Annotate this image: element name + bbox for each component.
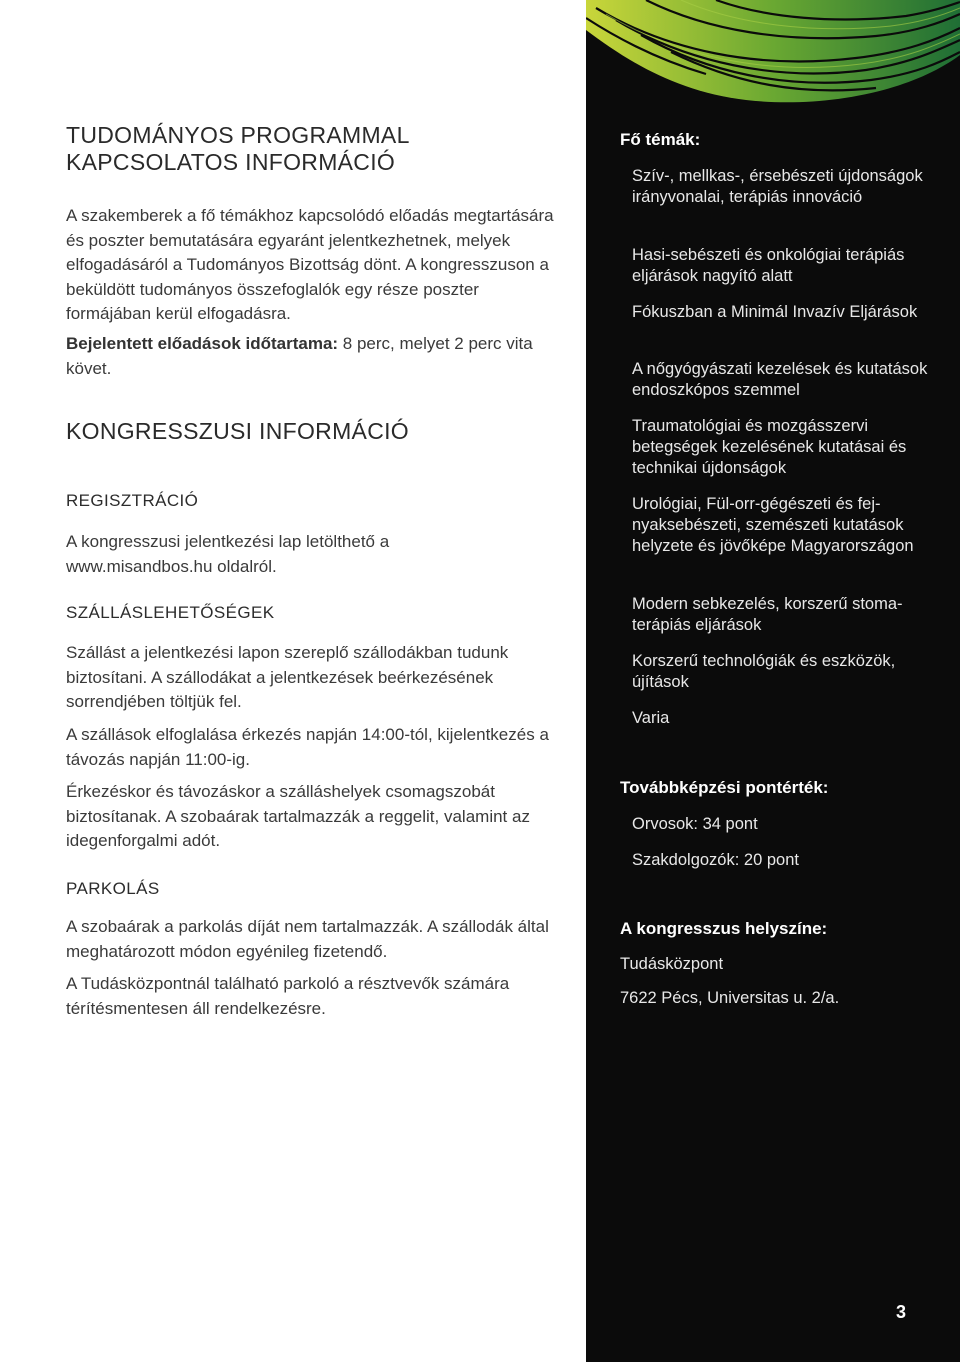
venue-name: Tudásközpont xyxy=(620,955,724,973)
venue-title: A kongresszus helyszíne: xyxy=(620,919,828,938)
right-sidebar xyxy=(586,0,960,1362)
parking-paragraph-1: A szobaárak a parkolás díját nem tartalmazzák. A szállodák által meghatározott módon egyénileg fizetendő. xyxy=(66,917,549,961)
scientific-program-title xyxy=(66,122,410,176)
accommodation-paragraph-2: A szállások elfoglalása érkezés napján 14:00-tól, kijelentkezés a távozás napján 11:00-ig. xyxy=(66,725,549,769)
credit-item: Orvosok: 34 pont xyxy=(632,815,758,833)
duration-label: Bejelentett előadások időtartama: xyxy=(66,334,339,353)
intro-paragraph: A szakemberek a fő témákhoz kapcsolódó előadás megtartására és poszter bemutatására egyaránt jelentkezhetnek, melyek elfogadásáról a Tudományos Bizottság dönt. A kongresszuson a beküldött tudományos összefoglalók egy része poszter formájában kerül elfogadásra. xyxy=(66,206,554,323)
topic-item: Traumatológiai és mozgásszervi betegségek kezelésének kutatásai és technikai újdonságok xyxy=(632,417,907,477)
accommodation-paragraph-1: Szállást a jelentkezési lapon szereplő szállodákban tudunk biztosítani. A szállodákat a jelentkezések beérkezésének sorrendjében töltjük fel. xyxy=(66,643,509,711)
accommodation-title: SZÁLLÁSLEHETŐSÉGEK xyxy=(66,603,275,622)
venue-address: 7622 Pécs, Universitas u. 2/a. xyxy=(620,989,840,1007)
title-line-1: TUDOMÁNYOS PROGRAMMAL xyxy=(66,122,410,148)
duration-paragraph xyxy=(66,332,566,381)
topic-item: Modern sebkezelés, korszerű stoma-terápiás eljárások xyxy=(632,595,903,634)
accommodation-paragraph-3: Érkezéskor és távozáskor a szálláshelyek csomagszobát biztosítanak. A szobaárak tartalmazzák a reggelit, valamint az idegenforgalmi adót. xyxy=(66,782,530,850)
credits-title: Továbbképzési pontérték: xyxy=(620,778,829,797)
topics-title: Fő témák: xyxy=(620,130,701,149)
fingerprint-decoration xyxy=(586,0,960,110)
page-number: 3 xyxy=(896,1302,907,1322)
topic-item: Szív-, mellkas-, érsebészeti újdonságok irányvonalai, terápiás innováció xyxy=(632,167,923,206)
credit-item: Szakdolgozók: 20 pont xyxy=(632,851,799,869)
duration-text: 8 perc, melyet 2 perc vita követ. xyxy=(66,334,533,378)
topic-item: Varia xyxy=(632,709,670,727)
topic-item: Urológiai, Fül-orr-gégészeti és fej-nyaksebészeti, szemészeti kutatások helyzete és jövőképe Magyarországon xyxy=(632,495,914,555)
topic-item: Hasi-sebészeti és onkológiai terápiás eljárások nagyító alatt xyxy=(632,246,905,285)
topic-item: Fókuszban a Minimál Invazív Eljárások xyxy=(632,303,918,321)
registration-title: REGISZTRÁCIÓ xyxy=(66,491,199,510)
parking-title: PARKOLÁS xyxy=(66,879,160,898)
registration-text: A kongresszusi jelentkezési lap letölthető a www.misandbos.hu oldalról. xyxy=(66,532,390,576)
parking-paragraph-2: A Tudásközpontnál található parkoló a résztvevők számára térítésmentesen áll rendelkezésre. xyxy=(66,974,510,1018)
title-line-2: KAPCSOLATOS INFORMÁCIÓ xyxy=(66,149,396,175)
topic-item: Korszerű technológiák és eszközök, újítások xyxy=(632,652,896,691)
topic-item: A nőgyógyászati kezelések és kutatások endoszkópos szemmel xyxy=(632,360,928,399)
congress-info-title: KONGRESSZUSI INFORMÁCIÓ xyxy=(66,418,409,444)
